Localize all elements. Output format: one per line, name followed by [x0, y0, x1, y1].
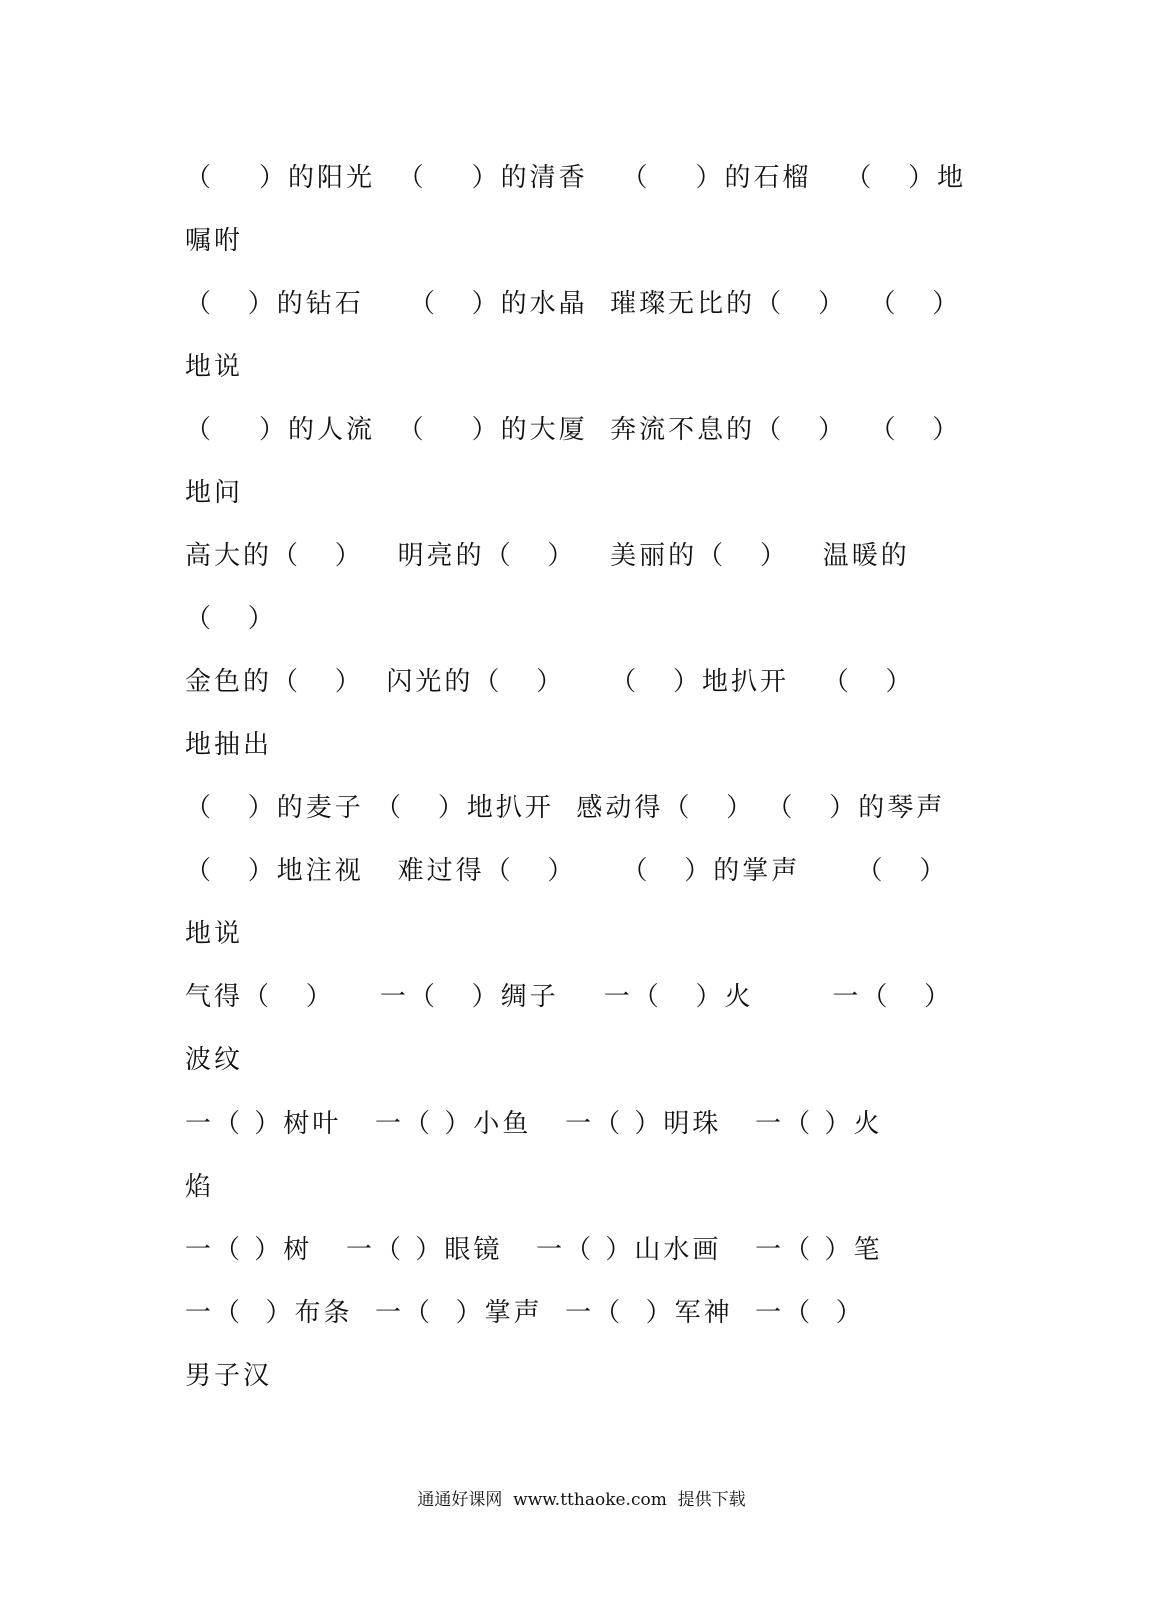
exercise-line-7: 高大的（ ） 明亮的（ ） 美丽的（ ） 温暖的: [185, 541, 910, 571]
exercise-line-18: 一（ ）树 一（ ）眼镜 一（ ）山水画 一（ ）笔: [185, 1235, 883, 1265]
exercise-line-12: （ ）地注视 难过得（ ） （ ）的掌声 （ ）: [185, 856, 949, 886]
exercise-line-1: （ ）的阳光 （ ）的清香 （ ）的石榴 （ ）地: [185, 163, 967, 193]
exercise-line-6: 地问: [185, 478, 244, 508]
footer-credit: 通通好课网 www.tthaoke.com 提供下载: [417, 1490, 746, 1510]
exercise-line-3: （ ）的钻石 （ ）的水晶 璀璨无比的（ ） （ ）: [185, 289, 962, 319]
exercise-line-2: 嘱咐: [185, 226, 244, 256]
exercise-line-13: 地说: [185, 919, 244, 949]
exercise-line-17: 焰: [185, 1172, 215, 1202]
exercise-line-16: 一（ ）树叶 一（ ）小鱼 一（ ）明珠 一（ ）火: [185, 1109, 883, 1139]
exercise-line-5: （ ）的人流 （ ）的大厦 奔流不息的（ ） （ ）: [185, 415, 962, 445]
exercise-line-8: （ ）: [185, 604, 277, 634]
exercise-line-9: 金色的（ ） 闪光的（ ） （ ）地扒开 （ ）: [185, 667, 915, 697]
exercise-line-4: 地说: [185, 352, 244, 382]
exercise-line-14: 气得（ ） 一（ ）绸子 一（ ）火 一（ ）: [185, 982, 954, 1012]
exercise-line-20: 男子汉: [185, 1361, 273, 1391]
exercise-line-19: 一（ ）布条 一（ ）掌声 一（ ）军神 一（ ）: [185, 1298, 865, 1328]
exercise-line-15: 波纹: [185, 1045, 244, 1075]
exercise-line-11: （ ）的麦子 （ ）地扒开 感动得（ ） （ ）的琴声: [185, 793, 946, 823]
exercise-line-10: 地抽出: [185, 730, 273, 760]
